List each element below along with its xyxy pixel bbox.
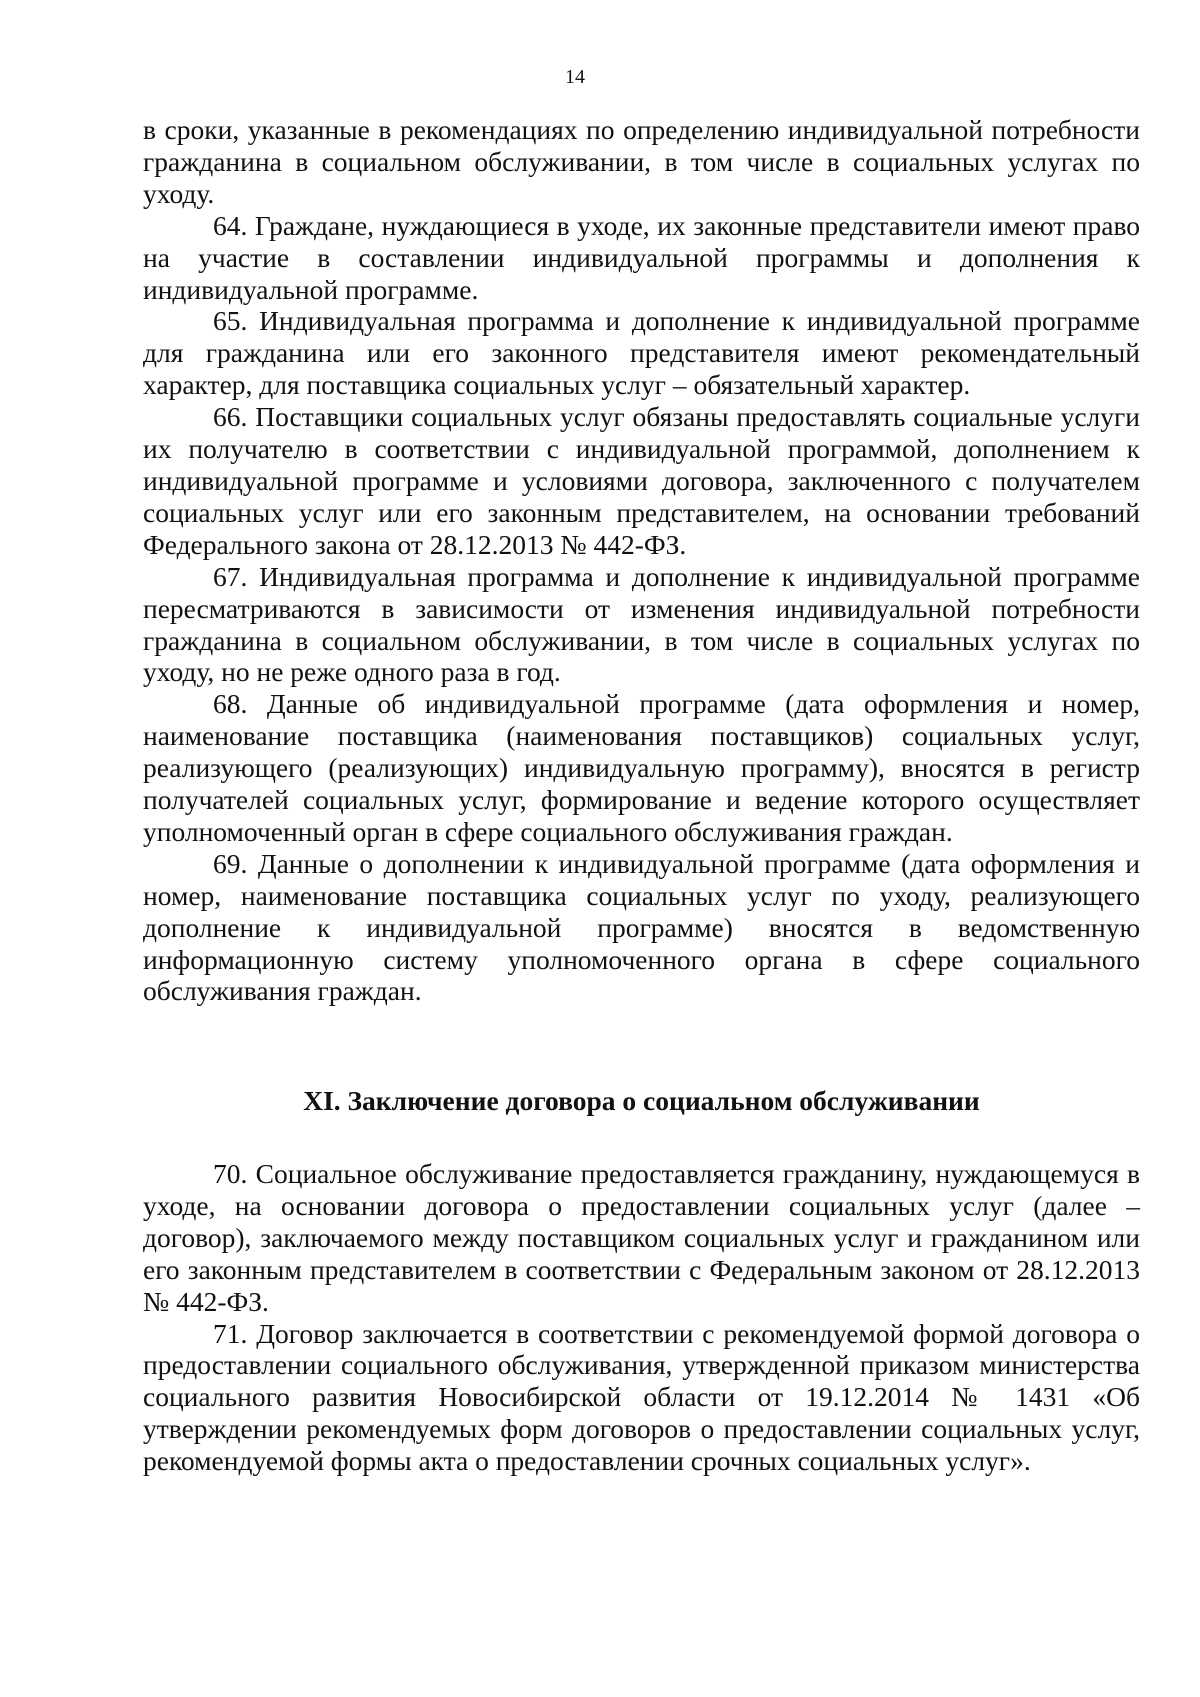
- paragraph-67: 67. Индивидуальная программа и дополнение к индивидуальной программе пересматриваются в зависимости от изменения индивидуальной потребности гражданина в социальном обслуживании, в том числе в социальных услугах по уходу, но не реже одного раза в год.: [143, 560, 1140, 688]
- paragraph-64: 64. Граждане, нуждающиеся в уходе, их законные представители имеют право на участие в составлении индивидуальной программы и дополнения к индивидуальной программе.: [143, 209, 1140, 305]
- paragraph-66: 66. Поставщики социальных услуг обязаны предоставлять социальные услуги их получателю в соответствии с индивидуальной программой, дополнением к индивидуальной программе и условиями договора, заключенного с получателем социальных услуг или его законным представителем, на основании требований Федерального закона от 28.12.2013 № 442-ФЗ.: [143, 401, 1140, 560]
- paragraph-69: 69. Данные о дополнении к индивидуальной программе (дата оформления и номер, наименование поставщика социальных услуг по уходу, реализующего дополнение к индивидуальной программе) вносятся в ведомственную информационную систему уполномоченного органа в сфере социального обслуживания граждан.: [143, 847, 1140, 1007]
- document-body: [143, 114, 1140, 1007]
- paragraph-68: 68. Данные об индивидуальной программе (дата оформления и номер, наименование поставщика (наименования поставщиков) социальных услуг, реализующего (реализующих) индивидуальную программу), вносятся в регистр получателей социальных услуг, формирование и ведение которого осуществляет уполномоченный орган в сфере социального обслуживания граждан.: [143, 688, 1140, 847]
- section-body: [143, 1158, 1140, 1477]
- paragraph-continuation: в сроки, указанные в рекомендациях по определению индивидуальной потребности гражданина в социальном обслуживании, в том числе в социальных услугах по уходу.: [143, 114, 1140, 209]
- paragraph-65: 65. Индивидуальная программа и дополнение к индивидуальной программе для гражданина или его законного представителя имеют рекомендательный характер, для поставщика социальных услуг – обязательный характер.: [143, 305, 1140, 401]
- paragraph-70: 70. Социальное обслуживание предоставляется гражданину, нуждающемуся в уходе, на основании договора о предоставлении социальных услуг (далее – договор), заключаемого между поставщиком социальных услуг и гражданином или его законным представителем в соответствии с Федеральным законом от 28.12.2013 № 442-ФЗ.: [143, 1158, 1140, 1317]
- section-heading: XI. Заключение договора о социальном обслуживании: [303, 1085, 980, 1116]
- paragraph-71: 71. Договор заключается в соответствии с рекомендуемой формой договора о предоставлении социального обслуживания, утвержденной приказом министерства социального развития Новосибирской области от 19.12.2014 № 1431 «Об утверждении рекомендуемых форм договоров о предоставлении социальных услуг, рекомендуемой формы акта о предоставлении срочных социальных услуг».: [143, 1317, 1140, 1477]
- page-number: 14: [565, 66, 585, 88]
